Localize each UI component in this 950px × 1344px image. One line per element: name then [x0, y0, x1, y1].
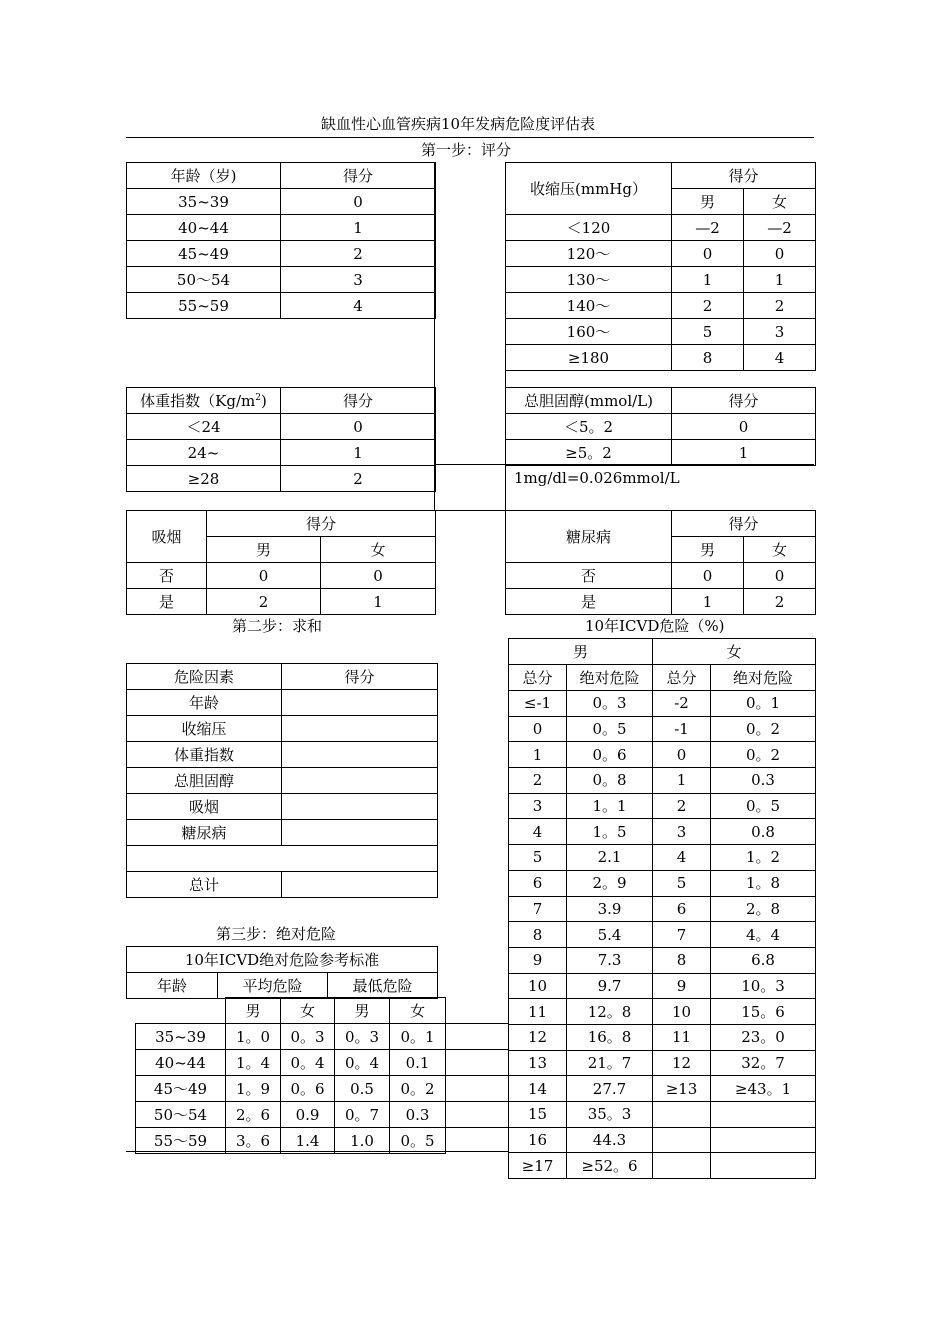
- bmi-header: 体重指数$(Kg/m^2)$: [127, 388, 281, 414]
- table-row: 2 0。8 1 0.3: [509, 768, 816, 794]
- diabetes-score-table: [505, 510, 816, 615]
- risk-male-header: 男: [509, 639, 653, 665]
- table-row: 16 44.3: [509, 1127, 816, 1153]
- reference-avg-header: 平均危险: [218, 973, 328, 999]
- table-row: 6 2。9 5 1。8: [509, 870, 816, 896]
- table-row: 14 27.7 ≥13 ≥43。1: [509, 1076, 816, 1102]
- table-row: 体重指数: [127, 742, 438, 768]
- reference-min-header: 最低危险: [328, 973, 438, 999]
- age-header: 年龄（岁): [127, 163, 281, 189]
- smoking-score-header: 得分: [207, 511, 436, 537]
- table-row: 4 1。5 3 0.8: [509, 819, 816, 845]
- sbp-male-header: 男: [672, 189, 744, 215]
- cholesterol-score-table: [505, 387, 816, 466]
- table-row: 吸烟: [127, 794, 438, 820]
- reference-table-title: 10年ICVD绝对危险参考标准: [127, 947, 438, 973]
- table-row: 40~44 1。4 0。4 0。4 0.1: [136, 1050, 508, 1076]
- table-row: 55~59 4: [127, 293, 436, 319]
- table-row: 45~49 2: [127, 241, 436, 267]
- avg-male-header: 男: [226, 998, 281, 1024]
- diabetes-female-header: 女: [744, 537, 816, 563]
- table-row: 35~39 0: [127, 189, 436, 215]
- table-row: 8 5.4 7 4。4: [509, 922, 816, 948]
- sbp-header: 收缩压(mmHg）: [506, 163, 672, 215]
- table-row: 3 1。1 2 0。5: [509, 793, 816, 819]
- min-female-header: 女: [390, 998, 446, 1024]
- table-row: 140～ 2 2: [506, 293, 816, 319]
- table-row: ≥28 2: [127, 466, 436, 492]
- step1-label: 第一步：评分: [421, 141, 512, 159]
- table-row: 总胆固醇: [127, 768, 438, 794]
- table-row: ≥17 ≥52。6: [509, 1153, 816, 1179]
- table-row: 1 0。6 0 0。2: [509, 742, 816, 768]
- table-row: [127, 846, 438, 872]
- table-row: ≤-1 0。3 -2 0。1: [509, 691, 816, 717]
- table-row: 12 16。8 11 23。0: [509, 1024, 816, 1050]
- diabetes-header: 糖尿病: [506, 511, 672, 563]
- table-row: 13 21。7 12 32。7: [509, 1050, 816, 1076]
- table-row: 50～54 2。6 0.9 0。7 0.3: [136, 1102, 508, 1128]
- table-row: 55～59 3。6 1.4 1.0 0。5: [136, 1128, 508, 1154]
- table-row: 糖尿病: [127, 820, 438, 846]
- age-score-header: 得分: [281, 163, 436, 189]
- smoking-score-table: [126, 510, 436, 615]
- risk-table-title: 10年ICVD危险（%): [585, 617, 725, 635]
- table-row: 50～54 3: [127, 267, 436, 293]
- smoking-female-header: 女: [321, 537, 436, 563]
- icvd-risk-table: [508, 638, 816, 1179]
- age-score-table: [126, 162, 436, 319]
- title-rule: [126, 137, 814, 138]
- sbp-score-header: 得分: [672, 163, 816, 189]
- table-row: 是 2 1: [127, 589, 436, 615]
- reference-age-header: 年龄: [127, 973, 218, 999]
- table-row: 0 0。5 -1 0。2: [509, 716, 816, 742]
- smoking-male-header: 男: [207, 537, 321, 563]
- risk-female-abs-header: 绝对危险: [711, 665, 816, 691]
- unit-conversion-note: 1mg/dl=0.026mmol/L: [514, 469, 680, 487]
- table-row: 40~44 1: [127, 215, 436, 241]
- sbp-female-header: 女: [744, 189, 816, 215]
- divider-line: [434, 510, 505, 511]
- table-row: 130～ 1 1: [506, 267, 816, 293]
- sum-score-header: 得分: [282, 664, 438, 690]
- sbp-score-table: [505, 162, 816, 371]
- risk-female-header: 女: [653, 639, 816, 665]
- table-row: 45～49 1。9 0。6 0.5 0。2: [136, 1076, 508, 1102]
- cholesterol-header: 总胆固醇(mmol/L): [506, 388, 672, 414]
- table-row: 11 12。8 10 15。6: [509, 999, 816, 1025]
- table-row: 160～ 5 3: [506, 319, 816, 345]
- bmi-score-header: 得分: [281, 388, 436, 414]
- risk-female-total-header: 总分: [653, 665, 711, 691]
- diabetes-score-header: 得分: [672, 511, 816, 537]
- risk-male-total-header: 总分: [509, 665, 567, 691]
- smoking-header: 吸烟: [127, 511, 207, 563]
- table-row: 9 7.3 8 6.8: [509, 947, 816, 973]
- table-row: ＜120 —2 —2: [506, 215, 816, 241]
- avg-female-header: 女: [281, 998, 335, 1024]
- table-row: 收缩压: [127, 716, 438, 742]
- step2-label: 第二步：求和: [232, 617, 323, 635]
- cholesterol-score-header: 得分: [672, 388, 816, 414]
- table-row: 120～ 0 0: [506, 241, 816, 267]
- table-row: 总计: [127, 872, 438, 898]
- table-row: 24~ 1: [127, 440, 436, 466]
- reference-risk-table: [126, 946, 438, 999]
- table-row: 35~39 1。0 0。3 0。3 0。1: [136, 1024, 508, 1050]
- table-row: ＜24 0: [127, 414, 436, 440]
- step3-label: 第三步：绝对危险: [216, 925, 337, 943]
- table-row: 5 2.1 4 1。2: [509, 845, 816, 871]
- table-row: 年龄: [127, 690, 438, 716]
- table-row: 15 35。3: [509, 1102, 816, 1128]
- risk-factor-header: 危险因素: [127, 664, 282, 690]
- diabetes-male-header: 男: [672, 537, 744, 563]
- min-male-header: 男: [335, 998, 390, 1024]
- table-row: ＜5。2 0: [506, 414, 816, 440]
- page-title: 缺血性心血管疾病10年发病危险度评估表: [321, 115, 596, 133]
- table-row: ≥180 8 4: [506, 345, 816, 371]
- table-row: 7 3.9 6 2。8: [509, 896, 816, 922]
- table-row: 是 1 2: [506, 589, 816, 615]
- bmi-score-table: [126, 387, 436, 492]
- divider-line: [126, 1151, 508, 1152]
- table-row: 否 0 0: [127, 563, 436, 589]
- table-row: ≥5。2 1: [506, 440, 816, 466]
- sum-table: [126, 663, 438, 898]
- table-row: 10 9.7 9 10。3: [509, 973, 816, 999]
- table-row: 否 0 0: [506, 563, 816, 589]
- reference-risk-values: [135, 997, 508, 1154]
- risk-male-abs-header: 绝对危险: [567, 665, 653, 691]
